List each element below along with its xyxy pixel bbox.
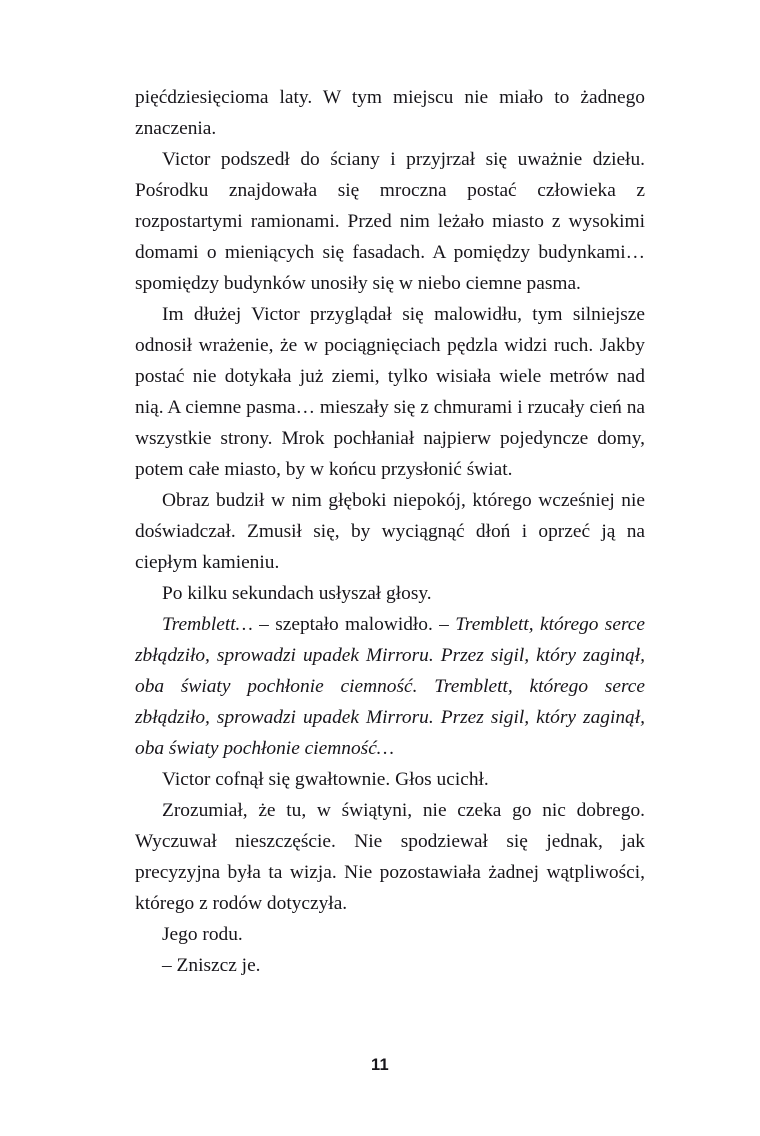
paragraph-victor-painting: Victor podszedł do ściany i przyjrzał się uważnie dziełu. Pośrodku znajdowała się mroczna postać człowieka z rozpostartymi ramionami. Przed nim leżało miasto z wysokimi domami o mieniących się fasadach. A pomiędzy budynkami… spomiędzy budynków unosiły się w niebo ciemne pasma. [135,149,645,294]
paragraph-unease: Obraz budził w nim głęboki niepokój, którego wcześniej nie doświadczał. Zmusił się, by wyciągnąć dłoń i oprzeć ją na ciepłym kamieniu. [135,490,645,573]
paragraph-destroy-them: – Zniszcz je. [162,955,261,976]
prophecy-name-opening: Tremblett… [162,614,253,635]
paragraph-realization: Zrozumiał, że tu, w świątyni, nie czeka go nic dobrego. Wyczuwał nieszczęście. Nie spodziewał się jednak, jak precyzyjna była ta wizja. Nie pozostawiała żadnej wątpliwości, którego z rodów dotyczyła. [135,800,645,914]
page-number: 11 [370,1056,390,1074]
prophecy-body: Tremblett, którego serce zbłądziło, sprowadzi upadek Mirroru. Przez sigil, który zaginął, oba światy pochłonie ciemność. Tremblett, którego serce zbłądziło, sprowadzi upadek Mirroru. Przez sigil, który zaginął, oba światy pochłonie ciemność… [135,614,645,759]
paragraph-continuation: pięćdziesięcioma laty. W tym miejscu nie miało to żadnego znaczenia. [135,87,645,139]
paragraph-longer-he-looked: Im dłużej Victor przyglądał się malowidłu, tym silniejsze odnosił wrażenie, że w pociągnięciach pędzla widzi ruch. Jakby postać nie dotykała już ziemi, tylko wisiała wiele metrów nad nią. A ciemne pasma… mieszały się z chmurami i rzucały cień na wszystkie strony. Mrok pochłaniał najpierw pojedyncze domy, potem całe miasto, by w końcu przysłonić świat. [135,304,645,480]
paragraph-his-house: Jego rodu. [162,924,243,945]
prophecy-attribution: – szeptało malowidło. – [252,614,456,635]
page-text-block [135,82,645,981]
paragraph-victor-recoiled: Victor cofnął się gwałtownie. Głos ucichł. [162,769,489,790]
paragraph-heard-voices: Po kilku sekundach usłyszał głosy. [162,583,432,604]
paragraph-prophecy-whisper [135,609,645,764]
